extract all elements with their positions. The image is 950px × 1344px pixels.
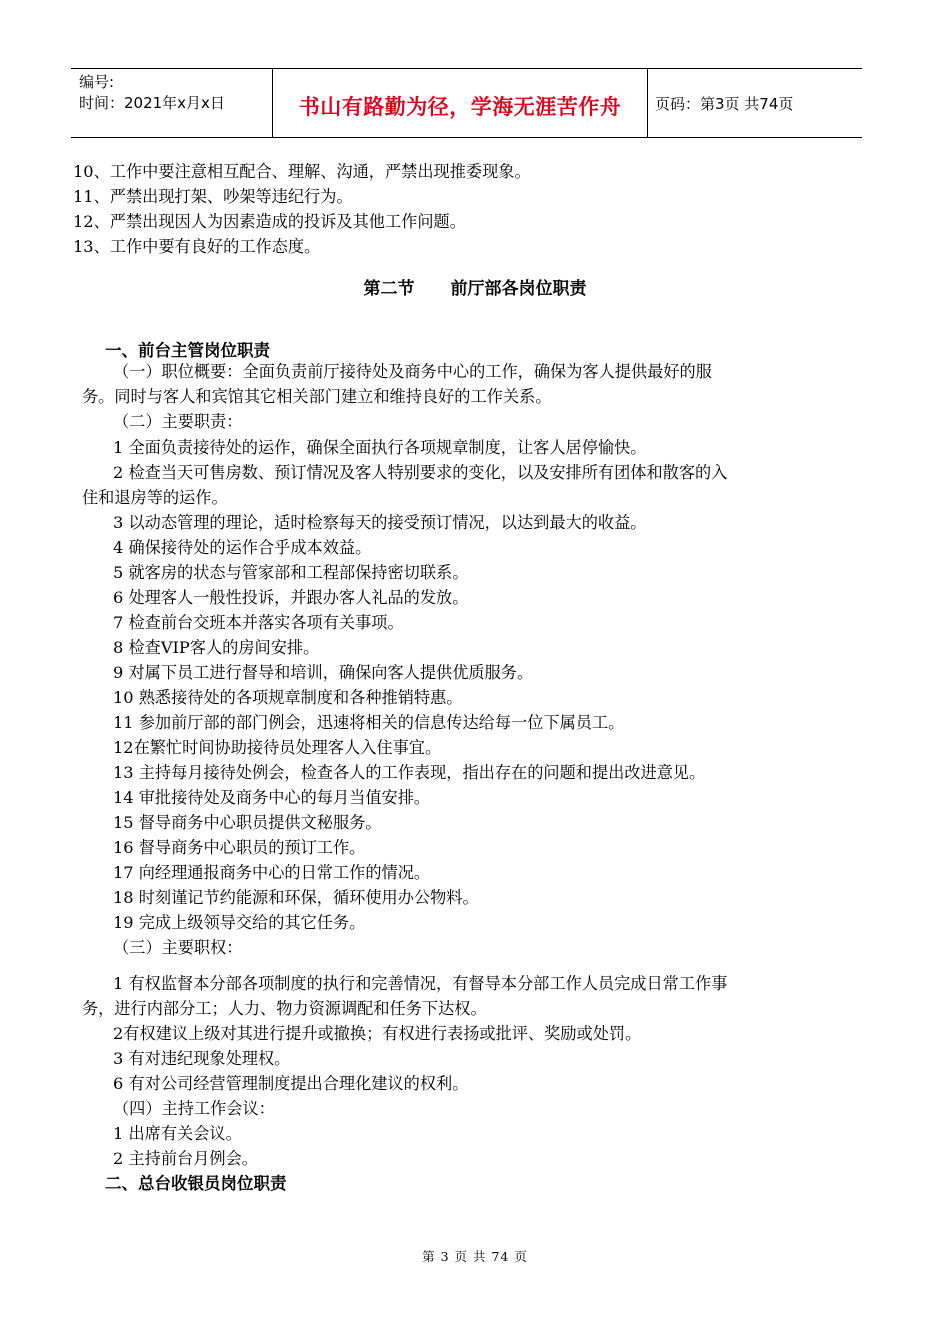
list-item: 12、严禁出现因人为因素造成的投诉及其他工作问题。: [73, 212, 466, 231]
list-item: 3 以动态管理的理论，适时检察每天的接受预订情况，以达到最大的收益。: [113, 513, 647, 532]
document-number-label: 编号:: [79, 73, 115, 91]
list-item: 2有权建议上级对其进行提升或撤换；有权进行表扬或批评、奖励或处罚。: [113, 1024, 642, 1043]
list-item: 2 主持前台月例会。: [113, 1149, 258, 1168]
list-heading: （三）主要职权：: [113, 938, 243, 957]
header-motto: 书山有路勤为径，学海无涯苦作舟: [298, 95, 622, 119]
paragraph-line: （一）职位概要：全面负责前厅接待处及商务中心的工作，确保为客人提供最好的服: [113, 362, 712, 381]
list-item: 15 督导商务中心职员提供文秘服务。: [113, 813, 382, 832]
header-divider: [272, 69, 273, 137]
list-item: 11、严禁出现打架、吵架等违纪行为。: [73, 187, 353, 206]
section-number: 第二节: [363, 279, 415, 299]
list-item: 3 有对违纪现象处理权。: [113, 1049, 291, 1068]
paragraph-line: 务。同时与客人和宾馆其它相关部门建立和维持良好的工作关系。: [82, 387, 552, 406]
list-item: 17 向经理通报商务中心的日常工作的情况。: [113, 863, 431, 882]
list-item: 19 完成上级领导交给的其它任务。: [113, 913, 366, 932]
page-footer: 第 3 页 共 74 页: [422, 1249, 528, 1264]
list-item: 7 检查前台交班本并落实各项有关事项。: [113, 613, 404, 632]
list-item: 14 审批接待处及商务中心的每月当值安排。: [113, 788, 431, 807]
list-item: 5 就客房的状态与管家部和工程部保持密切联系。: [113, 563, 469, 582]
section-title: 前厅部各岗位职责: [450, 279, 587, 299]
list-item: 9 对属下员工进行督导和培训，确保向客人提供优质服务。: [113, 663, 534, 682]
page-header: [71, 68, 862, 138]
list-item: 1 全面负责接待处的运作，确保全面执行各项规章制度，让客人居停愉快。: [113, 438, 647, 457]
subsection-title: 一、前台主管岗位职责: [105, 341, 270, 360]
list-item: 13、工作中要有良好的工作态度。: [73, 237, 321, 256]
list-item: 11 参加前厅部的部门例会，迅速将相关的信息传达给每一位下属员工。: [113, 713, 625, 732]
list-item: 10、工作中要注意相互配合、理解、沟通，严禁出现推委现象。: [73, 162, 531, 181]
section-heading: [0, 274, 950, 299]
document-date: 时间：2021年x月x日: [79, 94, 225, 112]
list-item: 16 督导商务中心职员的预订工作。: [113, 838, 366, 857]
list-heading: （二）主要职责：: [113, 412, 243, 431]
header-page-info: 页码：第3页 共74页: [655, 95, 794, 113]
list-item: 13 主持每月接待处例会，检查各人的工作表现，指出存在的问题和提出改进意见。: [113, 763, 706, 782]
list-item: 6 有对公司经营管理制度提出合理化建议的权利。: [113, 1074, 469, 1093]
list-item: 18 时刻谨记节约能源和环保，循环使用办公物料。: [113, 888, 479, 907]
list-item: 10 熟悉接待处的各项规章制度和各种推销特惠。: [113, 688, 463, 707]
list-item: 1 出席有关会议。: [113, 1124, 242, 1143]
list-item: 务，进行内部分工；人力、物力资源调配和任务下达权。: [82, 999, 487, 1018]
list-heading: （四）主持工作会议：: [113, 1099, 275, 1118]
list-item: 12在繁忙时间协助接待员处理客人入住事宜。: [113, 738, 442, 757]
list-item: 8 检查VIP客人的房间安排。: [113, 638, 320, 657]
list-item: 1 有权监督本分部各项制度的执行和完善情况，有督导本分部工作人员完成日常工作事: [113, 974, 728, 993]
header-divider: [647, 69, 648, 137]
header-meta: [79, 72, 225, 114]
list-item: 6 处理客人一般性投诉，并跟办客人礼品的发放。: [113, 588, 469, 607]
list-item: 2 检查当天可售房数、预订情况及客人特别要求的变化，以及安排所有团体和散客的入: [113, 463, 728, 482]
list-item: 住和退房等的运作。: [82, 488, 228, 507]
subsection-title: 二、总台收银员岗位职责: [105, 1174, 287, 1193]
list-item: 4 确保接待处的运作合乎成本效益。: [113, 538, 372, 557]
